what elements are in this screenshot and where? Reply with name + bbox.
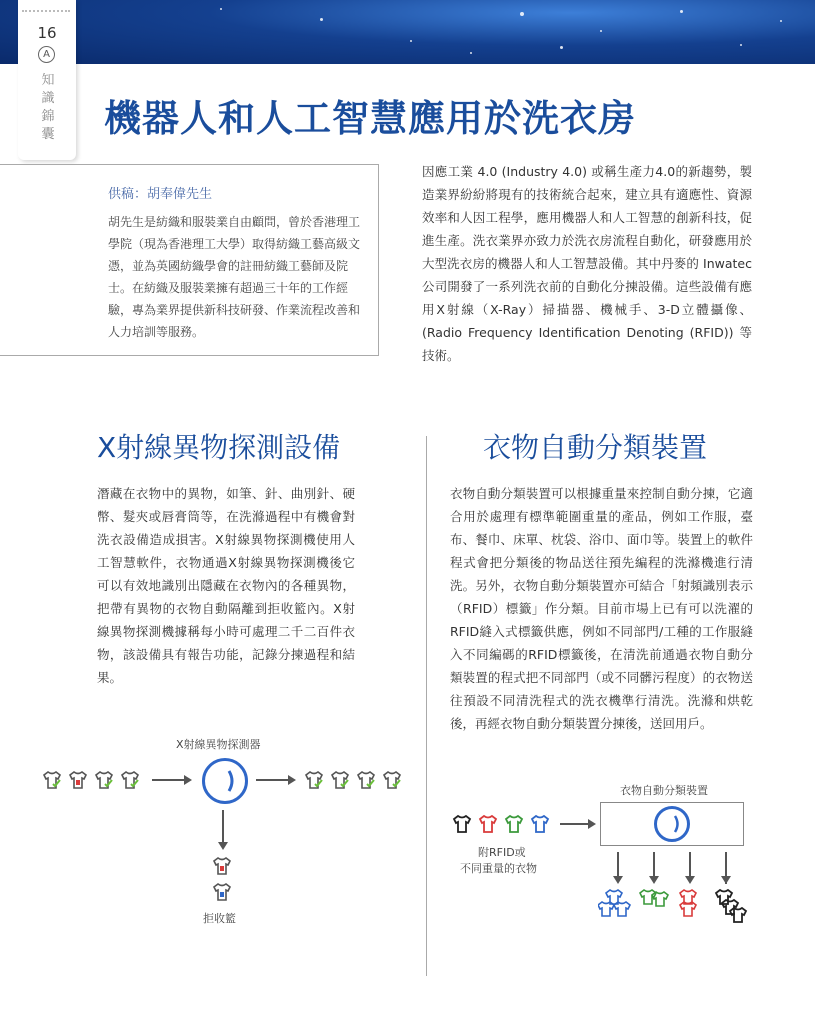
input-label-line-2: 不同重量的衣物 [460,862,537,875]
sorter-diagram-label: 衣物自動分類裝置 [620,784,708,797]
shirt-blue-icon [530,814,550,834]
header-banner [0,0,815,64]
shirt-icon [120,770,140,790]
shirt-red-icon [478,814,498,834]
section-mark-icon: A [38,46,55,63]
shirt-icon [356,770,376,790]
shirt-icon [304,770,324,790]
reject-basket-label: 拒收籃 [203,912,236,925]
intro-paragraph: 因應工業 4.0 (Industry 4.0) 或稱生產力4.0的新趨勢，製造業界紛紛將現有的技術統合起來，建立具有適應性、資源效率和人因工程學，應用機器人和人工智慧的創新科技，促進生產。洗衣業界亦致力於洗衣房流程自動化，研發應用於大型洗衣房的機器人和人工智慧設備。其中丹麥的 Inwatec 公司開發了一系列洗衣前的自動化分揀設備。這些設備有應用X射線（X-Ray）掃描器、機械手、3-D立體攝像、(Radio Frequency Identification Denoting (RFID)) 等技術。 [422,164,752,363]
left-section-body: 潛藏在衣物中的異物，如筆、針、曲別針、硬幣、髮夾或唇膏筒等，在洗滌過程中有機會對洗衣設備造成損害。X射線異物探測機使用人工智慧軟件，衣物通過X射線異物探測機後它可以有效地識別出隱藏在衣物內的各種異物，把帶有異物的衣物自動隔離到拒收籃內。X射線異物探測機據稱每小時可處理二千二百件衣物，該設備具有報告功能，記錄分揀過程和結果。 [97,486,355,685]
blue-shirt-pile-icon [598,888,638,924]
tab-dots [22,10,70,12]
right-section-heading: 衣物自動分類裝置 [483,431,708,464]
shirt-icon [94,770,114,790]
left-section-heading: X射線異物探測設備 [97,431,341,464]
arrow-right-icon [152,774,192,786]
right-section-body: 衣物自動分類裝置可以根據重量來控制自動分揀，它適合用於處理有標準範圍重量的產品，例如工作服，臺布、餐巾、床單、枕袋、浴巾、面巾等。裝置上的軟件程式會把分類後的物品送往預先編程的洗滌機進行清洗。另外，衣物自動分類裝置亦可結合「射頻識別表示（RFID）標籤」作分類。目前市場上已有可以洗濯的RFID縫入式標籤供應，例如不同部門/工種的工作服縫入不同編碼的RFID標籤後，在清洗前通過衣物自動分類裝置的程式把不同部門（或不同髒污程度）的衣物送往預設不同清洗程式的洗衣機準行清洗。洗滌和烘乾後，再經衣物自動分類裝置分揀後，送回用戶。 [450,486,753,731]
section-label: 知識錦囊 [41,73,55,142]
contributor-label: 供稿：胡奉偉先生 [108,187,213,202]
reject-basket-icon [212,882,232,902]
arrow-down-icon [612,852,624,884]
section-tab [18,0,76,160]
arrow-down-icon [648,852,660,884]
arrow-right-icon [560,818,596,830]
page-number: 16 [37,24,57,42]
contributor-box [0,164,379,356]
contributor-bio: 胡先生是紡織和服裝業自由顧問，曾於香港理工學院（現為香港理工大學）取得紡織工藝高級文憑，並為英國紡織學會的註冊紡織工藝師及院士。在紡織及服裝業擁有超過三十年的工作經驗，專為業界提供新科技研發、作業流程改善和人力培訓等服務。 [108,215,361,339]
red-shirt-pile-icon [676,888,706,924]
shirt-with-object-icon [68,770,88,790]
column-divider [426,436,427,976]
shirt-icon [330,770,350,790]
arrow-down-icon [217,810,229,850]
arrow-down-icon [720,852,732,884]
sorter-machine-icon [654,806,690,842]
black-shirt-pile-icon [712,888,752,928]
xray-diagram-label: X射線異物探測器 [176,738,261,751]
shirt-with-object-icon [212,856,232,876]
arrow-right-icon [256,774,296,786]
shirt-icon [42,770,62,790]
xray-machine-icon [202,758,248,804]
green-shirt-pile-icon [638,888,674,924]
shirt-black-icon [452,814,472,834]
arrow-down-icon [684,852,696,884]
shirt-icon [382,770,402,790]
shirt-green-icon [504,814,524,834]
page-title: 機器人和人工智慧應用於洗衣房 [104,97,636,140]
input-label-line-1: 附RFID或 [478,846,526,859]
